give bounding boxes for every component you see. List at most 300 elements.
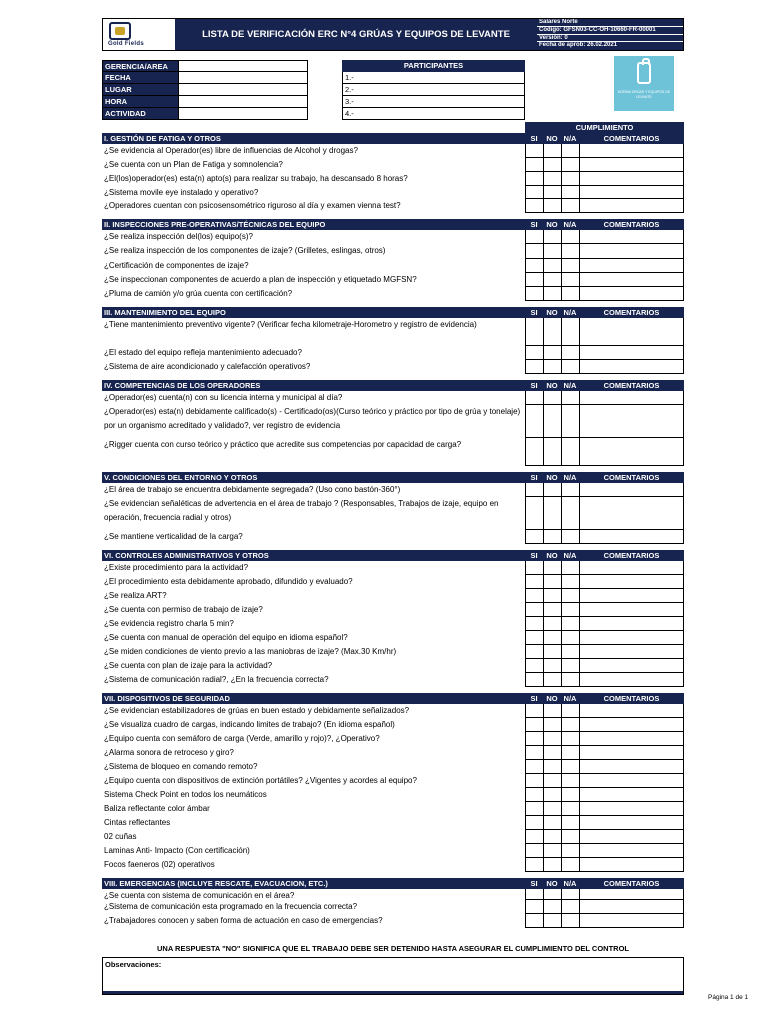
col-na: N/A [563,694,577,703]
no-checkbox[interactable] [543,603,561,617]
na-checkbox[interactable] [561,273,579,287]
no-checkbox[interactable] [543,530,561,544]
checklist-row [102,844,684,858]
question-text: ¿Se cuenta con plan de izaje para la actividad? [104,661,273,670]
info-row [102,96,308,108]
info-label: LUGAR [103,84,178,95]
na-checkbox[interactable] [561,631,579,645]
section-title: IV. COMPETENCIAS DE LOS OPERADORES [104,381,261,390]
na-checkbox[interactable] [561,732,579,746]
observations-box[interactable] [102,957,684,995]
checklist-section [102,472,684,544]
no-checkbox[interactable] [543,718,561,732]
col-no: NO [546,308,558,317]
question-text: ¿Se inspeccionan componentes de acuerdo a plan de inspección y etiquetado MGFSN? [104,275,417,284]
checklist-row [102,718,684,732]
question-text: ¿Se visualiza cuadro de cargas, indicando limites de trabajo? (En idioma español) [104,720,395,729]
si-checkbox[interactable] [525,900,543,914]
no-checkbox[interactable] [543,900,561,914]
no-checkbox[interactable] [543,816,561,830]
no-checkbox[interactable] [543,673,561,687]
comment-field[interactable] [579,858,684,872]
comment-field[interactable] [579,631,684,645]
comment-field[interactable] [579,172,684,186]
no-checkbox[interactable] [543,575,561,589]
checklist-row [102,788,684,802]
checklist-section [102,133,684,213]
checklist-row [102,405,684,438]
na-checkbox[interactable] [561,603,579,617]
na-checkbox[interactable] [561,704,579,718]
info-value-field[interactable] [178,84,307,95]
no-checkbox[interactable] [543,497,561,530]
na-checkbox[interactable] [561,483,579,497]
col-si: SI [530,134,538,143]
na-checkbox[interactable] [561,589,579,603]
na-checkbox[interactable] [561,673,579,687]
no-checkbox[interactable] [543,391,561,405]
na-checkbox[interactable] [561,645,579,659]
col-na: N/A [563,220,577,229]
si-checkbox[interactable] [525,438,543,466]
col-comentarios: COMENTARIOS [603,694,660,703]
si-checkbox[interactable] [525,589,543,603]
checklist-row [102,746,684,760]
participant-row[interactable]: 3.- [342,96,525,108]
comment-field[interactable] [579,497,684,530]
na-checkbox[interactable] [561,774,579,788]
comment-field[interactable] [579,788,684,802]
checklist-row [102,438,684,466]
na-checkbox[interactable] [561,530,579,544]
question-text: ¿Se realiza inspección del(los) equipo(s)? [104,232,253,241]
info-value-field[interactable] [178,61,307,71]
si-checkbox[interactable] [525,858,543,872]
compliance-header: CUMPLIMIENTO [525,122,684,133]
question-text: Sistema Check Point en todos los neumáticos [104,790,267,799]
question-text: ¿Sistema de bloqueo en comando remoto? [104,762,258,771]
comment-field[interactable] [579,673,684,687]
no-checkbox[interactable] [543,158,561,172]
col-no: NO [546,879,558,888]
col-comentarios: COMENTARIOS [603,381,660,390]
si-checkbox[interactable] [525,391,543,405]
col-si: SI [530,694,538,703]
no-checkbox[interactable] [543,273,561,287]
si-checkbox[interactable] [525,259,543,273]
na-checkbox[interactable] [561,172,579,186]
no-checkbox[interactable] [543,405,561,438]
question-text: Cintas reflectantes [104,818,171,827]
info-row [102,84,308,96]
question-text: ¿Se mantiene verticalidad de la carga? [104,532,243,541]
si-checkbox[interactable] [525,318,543,346]
no-checkbox[interactable] [543,914,561,928]
si-checkbox[interactable] [525,287,543,301]
no-checkbox[interactable] [543,360,561,374]
checklist-row [102,659,684,673]
comment-field[interactable] [579,589,684,603]
na-checkbox[interactable] [561,244,579,259]
si-checkbox[interactable] [525,346,543,360]
checklist-row [102,673,684,687]
na-checkbox[interactable] [561,760,579,774]
question-text: Focos faeneros (02) operativos [104,860,215,869]
checklist-row [102,802,684,816]
na-checkbox[interactable] [561,186,579,199]
question-text: 02 cuñas [104,832,137,841]
participant-row[interactable]: 2.- [342,84,525,96]
no-checkbox[interactable] [543,760,561,774]
si-checkbox[interactable] [525,732,543,746]
section-header [102,219,684,230]
section-title: III. MANTENIMIENTO DEL EQUIPO [104,308,226,317]
si-checkbox[interactable] [525,774,543,788]
document-title: LISTA DE VERIFICACIÓN ERC N°4 GRÚAS Y EQUIPOS DE LEVANTE [175,19,537,50]
comment-field[interactable] [579,405,684,438]
no-checkbox[interactable] [543,287,561,301]
no-checkbox[interactable] [543,438,561,466]
na-checkbox[interactable] [561,405,579,438]
na-checkbox[interactable] [561,287,579,301]
si-checkbox[interactable] [525,802,543,816]
checklist-section [102,693,684,872]
checklist-row [102,230,684,244]
na-checkbox[interactable] [561,199,579,213]
checklist-row [102,575,684,589]
comment-field[interactable] [579,774,684,788]
comment-field[interactable] [579,718,684,732]
comment-field[interactable] [579,704,684,718]
na-checkbox[interactable] [561,259,579,273]
question-text: ¿Sistema de comunicación radial?, ¿En la frecuencia correcta? [104,675,329,684]
si-checkbox[interactable] [525,603,543,617]
comment-field[interactable] [579,391,684,405]
no-checkbox[interactable] [543,802,561,816]
no-checkbox[interactable] [543,788,561,802]
comment-field[interactable] [579,318,684,346]
info-label: HORA [103,96,178,107]
comment-field[interactable] [579,438,684,466]
comment-field[interactable] [579,230,684,244]
comment-field[interactable] [579,830,684,844]
question-text: ¿El área de trabajo se encuentra debidamente segregada? (Uso cono bastón-360°) [104,485,401,494]
no-checkbox[interactable] [543,830,561,844]
comment-field[interactable] [579,287,684,301]
no-checkbox[interactable] [543,230,561,244]
na-checkbox[interactable] [561,746,579,760]
si-checkbox[interactable] [525,483,543,497]
no-checkbox[interactable] [543,483,561,497]
section-header [102,693,684,704]
comment-field[interactable] [579,273,684,287]
col-comentarios: COMENTARIOS [603,879,660,888]
na-checkbox[interactable] [561,830,579,844]
na-checkbox[interactable] [561,144,579,158]
checklist-row [102,172,684,186]
si-checkbox[interactable] [525,645,543,659]
col-no: NO [546,381,558,390]
si-checkbox[interactable] [525,659,543,673]
no-checkbox[interactable] [543,561,561,575]
question-text: ¿Equipo cuenta con dispositivos de extinción portátiles? ¿Vigentes y acordes al equipo? [104,776,417,785]
si-checkbox[interactable] [525,230,543,244]
company-logo [103,19,176,50]
na-checkbox[interactable] [561,718,579,732]
section-title: II. INSPECCIONES PRE-OPERATIVAS/TÉCNICAS DEL EQUIPO [104,220,326,229]
na-checkbox[interactable] [561,900,579,914]
question-text: ¿Certificación de componentes de izaje? [104,261,249,270]
no-checkbox[interactable] [543,704,561,718]
col-si: SI [530,551,538,560]
comment-field[interactable] [579,575,684,589]
checklist-row [102,497,684,530]
col-na: N/A [563,381,577,390]
no-checkbox[interactable] [543,199,561,213]
no-checkbox[interactable] [543,144,561,158]
info-label: GERENCIA/AREA [103,61,178,71]
comment-field[interactable] [579,760,684,774]
question-text: ¿Rigger cuenta con curso teórico y práctico que acredite sus competencias por capacidad de carga? [104,440,462,449]
no-checkbox[interactable] [543,589,561,603]
na-checkbox[interactable] [561,802,579,816]
comment-field[interactable] [579,360,684,374]
na-checkbox[interactable] [561,816,579,830]
na-checkbox[interactable] [561,346,579,360]
checklist-row [102,199,684,213]
comment-field[interactable] [579,900,684,914]
si-checkbox[interactable] [525,889,543,900]
checklist-row [102,144,684,158]
si-checkbox[interactable] [525,704,543,718]
info-row [102,72,308,84]
si-checkbox[interactable] [525,199,543,213]
na-checkbox[interactable] [561,391,579,405]
na-checkbox[interactable] [561,497,579,530]
na-checkbox[interactable] [561,158,579,172]
checklist-row [102,360,684,374]
question-text: Baliza reflectante color ámbar [104,804,210,813]
warning-note: UNA RESPUESTA "NO" SIGNIFICA QUE EL TRABAJO DEBE SER DETENIDO HASTA ASEGURAR EL CUMPLIMIENTO DEL CONTROL [156,944,629,953]
na-checkbox[interactable] [561,844,579,858]
comment-field[interactable] [579,186,684,199]
col-comentarios: COMENTARIOS [603,220,660,229]
comment-field[interactable] [579,530,684,544]
si-checkbox[interactable] [525,746,543,760]
info-value-field[interactable] [178,72,307,83]
si-checkbox[interactable] [525,760,543,774]
no-checkbox[interactable] [543,774,561,788]
si-checkbox[interactable] [525,631,543,645]
na-checkbox[interactable] [561,788,579,802]
si-checkbox[interactable] [525,405,543,438]
si-checkbox[interactable] [525,914,543,928]
question-text: ¿Alarma sonora de retroceso y giro? [104,748,234,757]
no-checkbox[interactable] [543,244,561,259]
comment-field[interactable] [579,732,684,746]
document-meta [537,19,683,50]
comment-field[interactable] [579,746,684,760]
no-checkbox[interactable] [543,259,561,273]
checklist-row [102,346,684,360]
checklist-section [102,878,684,928]
document-header [102,18,684,51]
checklist-sections [102,133,684,934]
question-text: ¿Se cuenta con un Plan de Fatiga y somnolencia? [104,160,283,169]
comment-field[interactable] [579,816,684,830]
si-checkbox[interactable] [525,144,543,158]
badge-text: NORMA GRÚAS Y EQUIPOS DE LEVANTE [617,90,671,99]
comment-field[interactable] [579,561,684,575]
si-checkbox[interactable] [525,360,543,374]
na-checkbox[interactable] [561,914,579,928]
comment-field[interactable] [579,483,684,497]
checklist-row [102,704,684,718]
section-title: VI. CONTROLES ADMINISTRATIVOS Y OTROS [104,551,269,560]
na-checkbox[interactable] [561,575,579,589]
no-checkbox[interactable] [543,186,561,199]
checklist-row [102,631,684,645]
checklist-row [102,273,684,287]
question-text: ¿Tiene mantenimiento preventivo vigente? (Verificar fecha kilometraje-Horometro y registro de evidencia) [104,320,477,329]
na-checkbox[interactable] [561,360,579,374]
info-value-field[interactable] [178,108,307,119]
comment-field[interactable] [579,645,684,659]
section-header [102,472,684,483]
no-checkbox[interactable] [543,844,561,858]
checklist-section [102,380,684,466]
si-checkbox[interactable] [525,830,543,844]
checklist-row [102,858,684,872]
col-no: NO [546,220,558,229]
si-checkbox[interactable] [525,673,543,687]
col-no: NO [546,551,558,560]
comment-field[interactable] [579,914,684,928]
checklist-row [102,318,684,346]
comment-field[interactable] [579,617,684,631]
comment-field[interactable] [579,802,684,816]
na-checkbox[interactable] [561,318,579,346]
si-checkbox[interactable] [525,273,543,287]
checklist-row [102,732,684,746]
si-checkbox[interactable] [525,186,543,199]
si-checkbox[interactable] [525,844,543,858]
question-text: Laminas Anti- Impacto (Con certificación) [104,846,250,855]
checklist-row [102,914,684,928]
question-text: ¿Se realiza inspección de los componentes de izaje? (Grilletes, eslingas, otros) [104,246,386,255]
col-comentarios: COMENTARIOS [603,551,660,560]
no-checkbox[interactable] [543,889,561,900]
comment-field[interactable] [579,889,684,900]
na-checkbox[interactable] [561,617,579,631]
section-title: I. GESTIÓN DE FATIGA Y OTROS [104,134,221,143]
na-checkbox[interactable] [561,438,579,466]
si-checkbox[interactable] [525,718,543,732]
no-checkbox[interactable] [543,858,561,872]
si-checkbox[interactable] [525,530,543,544]
section-header [102,380,684,391]
checklist-section [102,550,684,687]
na-checkbox[interactable] [561,659,579,673]
participants-header: PARTICIPANTES [342,60,525,72]
no-checkbox[interactable] [543,732,561,746]
comment-field[interactable] [579,199,684,213]
checklist-row [102,830,684,844]
si-checkbox[interactable] [525,617,543,631]
checklist-row [102,760,684,774]
si-checkbox[interactable] [525,172,543,186]
participant-row[interactable]: 1.- [342,72,525,84]
na-checkbox[interactable] [561,858,579,872]
comment-field[interactable] [579,259,684,273]
section-title: VII. DISPOSITIVOS DE SEGURIDAD [104,694,230,703]
no-checkbox[interactable] [543,746,561,760]
si-checkbox[interactable] [525,816,543,830]
na-checkbox[interactable] [561,561,579,575]
question-text: ¿Operadores cuentan con psicosensométrico riguroso al día y examen vienna test? [104,201,401,210]
participant-row[interactable]: 4.- [342,108,525,120]
na-checkbox[interactable] [561,230,579,244]
checklist-row [102,287,684,301]
si-checkbox[interactable] [525,244,543,259]
no-checkbox[interactable] [543,617,561,631]
question-text: ¿Se realiza ART? [104,591,167,600]
info-value-field[interactable] [178,96,307,107]
logo-icon [109,22,131,40]
page-number: Página 1 de 1 [708,994,749,1001]
question-text: ¿Se evidencia registro charla 5 min? [104,619,234,628]
meta-date: Fecha de aprob: 26.02.2021 [539,42,618,49]
comment-field[interactable] [579,144,684,158]
na-checkbox[interactable] [561,889,579,900]
no-checkbox[interactable] [543,318,561,346]
checklist-row [102,589,684,603]
si-checkbox[interactable] [525,788,543,802]
si-checkbox[interactable] [525,158,543,172]
si-checkbox[interactable] [525,497,543,530]
no-checkbox[interactable] [543,172,561,186]
question-text: ¿Sistema movile eye instalado y operativo? [104,188,259,197]
question-text: ¿El estado del equipo refleja mantenimiento adecuado? [104,348,302,357]
logo-text: Gold Fields [108,41,144,47]
si-checkbox[interactable] [525,575,543,589]
checklist-section [102,219,684,301]
col-na: N/A [563,473,577,482]
comment-field[interactable] [579,659,684,673]
no-checkbox[interactable] [543,346,561,360]
comment-field[interactable] [579,603,684,617]
checklist-row [102,603,684,617]
info-row [102,108,308,120]
comment-field[interactable] [579,346,684,360]
no-checkbox[interactable] [543,645,561,659]
si-checkbox[interactable] [525,561,543,575]
checklist-row [102,391,684,405]
question-text: ¿Sistema de comunicación esta programado en la frecuencia correcta? [104,902,358,911]
no-checkbox[interactable] [543,659,561,673]
checklist-row [102,244,684,259]
question-text: ¿Se cuenta con sistema de comunicación en el área? [104,891,295,900]
comment-field[interactable] [579,844,684,858]
no-checkbox[interactable] [543,631,561,645]
question-text: ¿Operador(es) esta(n) debidamente calificado(s) - Certificado(os)(Curso teórico y práctico por tipo de grúa y tonelaje) por un organismo acreditado y validado?, ver registro de evidencia [104,407,521,430]
checklist-row [102,561,684,575]
info-label: ACTIVIDAD [103,108,178,119]
col-si: SI [530,473,538,482]
comment-field[interactable] [579,158,684,172]
observations-label: Observaciones: [105,960,162,969]
comment-field[interactable] [579,244,684,259]
